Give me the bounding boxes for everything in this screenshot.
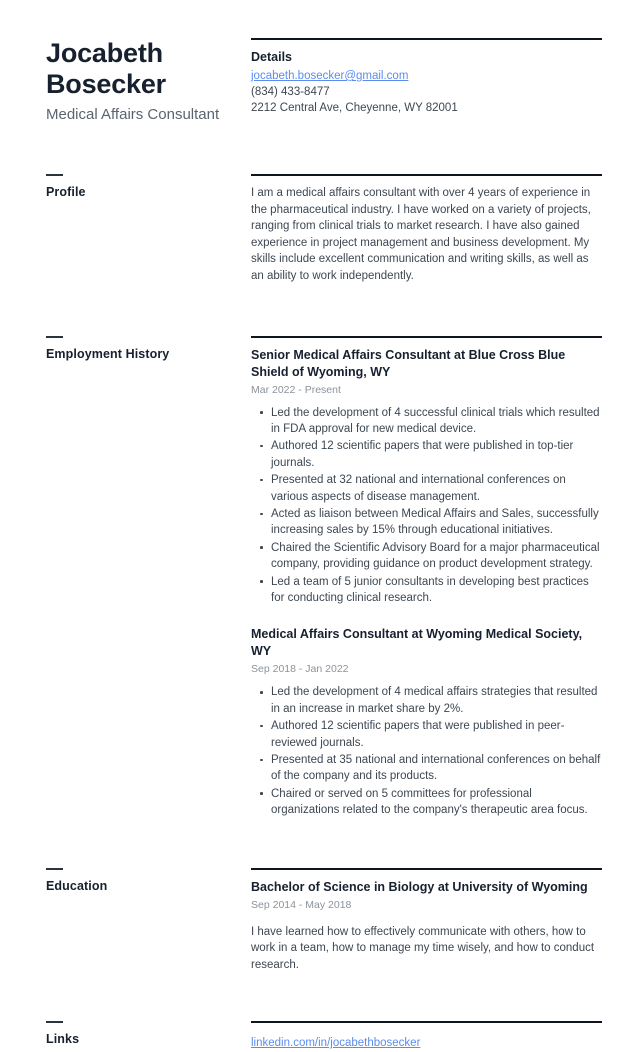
address-text: 2212 Central Ave, Cheyenne, WY 82001: [251, 102, 458, 115]
profile-content: [251, 176, 602, 285]
employment-label-block: [46, 336, 251, 361]
education-entry-dates: Sep 2014 - May 2018: [251, 898, 352, 911]
employment-entry-dates: Sep 2018 - Jan 2022: [251, 663, 349, 676]
profile-text: I am a medical affairs consultant with over 4 years of experience in the pharmaceutical industry. I have worked on a variety of projects, ranging from clinical trials to market research. I have also gained experience in project management and business development. My skills include excellent communication and writing skills, as well as an ability to work independently.: [251, 187, 591, 282]
education-label-rule: [46, 868, 63, 870]
list-item: Authored 12 scientific papers that were published in peer-reviewed journals.: [251, 718, 602, 751]
links-row: [46, 1021, 602, 1051]
page-title: Jocabeth Bosecker: [46, 38, 166, 99]
list-item: Led the development of 4 successful clinical trials which resulted in FDA approval for new medical device.: [251, 405, 602, 438]
section-heading-employment: Employment History: [46, 346, 170, 361]
section-heading-links: Links: [46, 1032, 80, 1047]
list-item: Led the development of 4 medical affairs strategies that resulted in an increase in market share by 2%.: [251, 684, 602, 717]
employment-entry-title: Medical Affairs Consultant at Wyoming Medical Society, WY: [251, 627, 583, 659]
email-link[interactable]: jocabeth.bosecker@gmail.com: [251, 70, 409, 82]
header-details-row: [46, 38, 602, 125]
phone-text: (834) 433-8477: [251, 86, 330, 99]
employment-label-rule: [46, 336, 63, 338]
links-label-block: [46, 1021, 251, 1046]
linkedin-link[interactable]: linkedin.com/in/jocabethbosecker: [251, 1037, 421, 1050]
list-item: Chaired or served on 5 committees for professional organizations related to the company's therapeutic area focus.: [251, 786, 602, 819]
profile-row: [46, 174, 602, 285]
employment-entry-dates: Mar 2022 - Present: [251, 383, 341, 396]
list-item: Led a team of 5 junior consultants in developing best practices for conducting clinical research.: [251, 574, 602, 607]
section-heading-education: Education: [46, 878, 108, 893]
list-item: Authored 12 scientific papers that were published in top-tier journals.: [251, 438, 602, 471]
education-entry: [251, 879, 602, 974]
header-job-title: Medical Affairs Consultant: [46, 106, 220, 123]
list-item: Presented at 35 national and international conferences on behalf of the company and its products.: [251, 752, 602, 785]
links-divider: [251, 1021, 602, 1023]
education-row: [46, 868, 602, 974]
education-section: [251, 868, 602, 974]
education-entry-description: I have learned how to effectively communicate with others, how to work in a team, how to manage my time wisely, and how to conduct research.: [251, 925, 595, 971]
employment-entry: [251, 626, 602, 818]
education-content: [251, 870, 602, 974]
employment-entry: [251, 347, 602, 607]
profile-label-rule: [46, 174, 63, 176]
employment-entry-title: Senior Medical Affairs Consultant at Blue Cross Blue Shield of Wyoming, WY: [251, 347, 566, 379]
employment-row: [46, 336, 602, 820]
links-label-rule: [46, 1021, 63, 1023]
list-item: Presented at 32 national and international conferences on various aspects of disease management.: [251, 472, 602, 505]
links-section: [251, 1021, 602, 1051]
education-entry-title: Bachelor of Science in Biology at University of Wyoming: [251, 879, 588, 894]
header-block: [46, 38, 251, 125]
profile-label-block: [46, 174, 251, 199]
employment-entry-bullets: [251, 684, 602, 818]
details-section: [251, 38, 602, 117]
employment-content: [251, 338, 602, 819]
employment-section: [251, 336, 602, 820]
details-heading: Details: [251, 50, 292, 64]
section-heading-profile: Profile: [46, 185, 86, 199]
list-item: Acted as liaison between Medical Affairs and Sales, successfully increasing sales by 15% through educational initiatives.: [251, 506, 602, 539]
education-label-block: [46, 868, 251, 893]
profile-section: [251, 174, 602, 285]
links-content: [251, 1033, 602, 1051]
employment-entry-bullets: [251, 405, 602, 607]
list-item: Chaired the Scientific Advisory Board for a major pharmaceutical company, providing guidance on product development strategy.: [251, 540, 602, 573]
details-content: [251, 40, 602, 117]
